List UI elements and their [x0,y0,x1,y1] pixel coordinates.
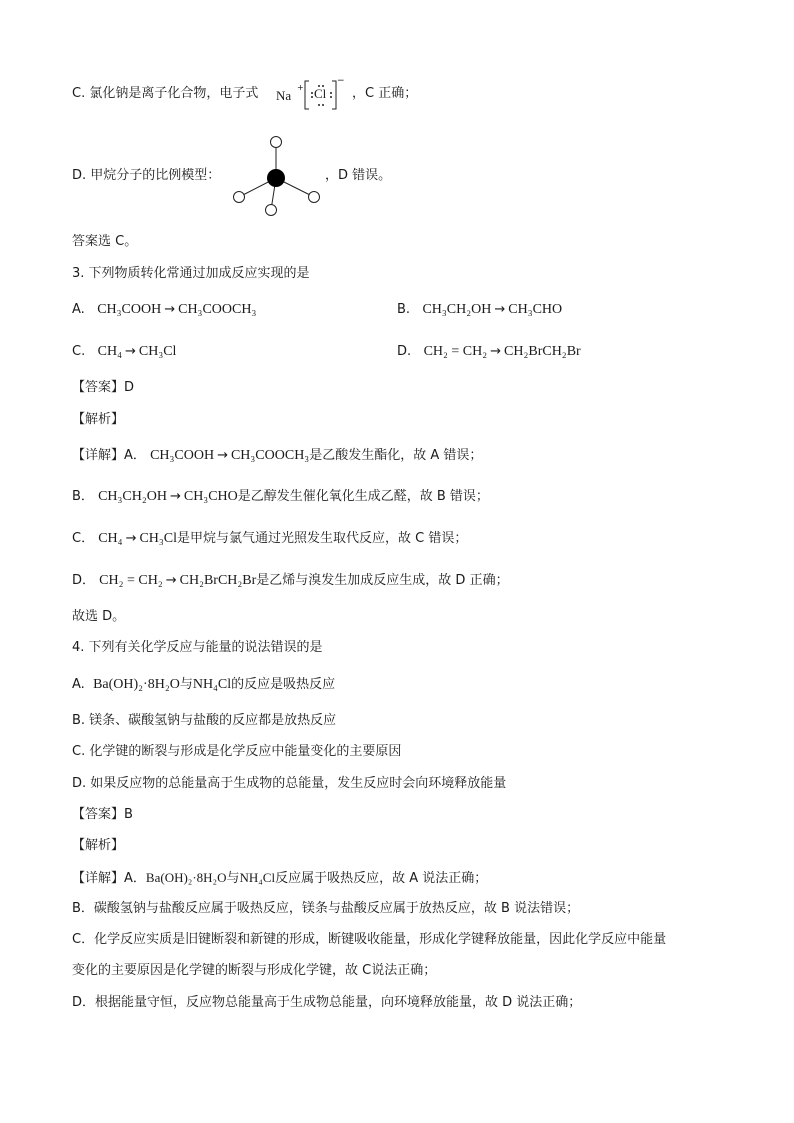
q4-analysis-tag: 【解析】 [72,838,125,853]
q3-detail-a: 【详解】A． CH₃COOH → CH₃COOCH₃是乙酸发生酯化，故 A 错误； [72,448,483,463]
item-c-text: C. 氯化钠是离子化合物，电子式 [72,86,259,101]
hydrogen-atom-top [271,137,282,148]
hydrogen-atom-left [234,192,245,203]
q3-answer: 【答案】D [72,380,135,395]
item-d-line: D. 甲烷分子的比例模型： [72,168,221,183]
cl-symbol: Cl [314,86,327,101]
carbon-atom [267,169,285,187]
q3-option-a: A. CH₃COOH → CH₃COOCH₃ [72,302,257,317]
q4-option-a: A. Ba(OH)₂·8H₂O与NH₄Cl的反应是吸热反应 [72,677,336,692]
na-symbol: Na [276,88,292,103]
hydrogen-atom-bottom [266,205,277,216]
hydrogen-atom-right [309,192,320,203]
q3-option-c: C. CH₄ → CH₃Cl [72,344,177,359]
na-charge: + [297,83,304,92]
q4-detail-d: D．根据能量守恒，反应物总能量高于生成物总能量，向环境释放能量，故 D 说法正确； [72,995,582,1010]
q3-detail-d: D． CH₂ = CH₂ → CH₂BrCH₂Br是乙烯与溴发生加成反应生成，故 D 正确； [72,573,509,588]
q3-option-d: D. CH₂ = CH₂ → CH₂BrCH₂Br [397,344,581,359]
q4-stem: 4. 下列有关化学反应与能量的说法错误的是 [72,640,323,655]
q4-option-c: C. 化学键的断裂与形成是化学反应中能量变化的主要原因 [72,744,402,759]
arrow-icon: → [494,302,506,317]
arrow-icon: → [164,302,176,317]
cl-charge: − [337,76,345,86]
q3-conclusion: 故选 D。 [72,609,126,624]
q3-detail-b: B． CH₃CH₂OH → CH₃CHO是乙醇发生催化氧化生成乙醛，故 B 错误； [72,489,489,504]
q4-detail-b: B．碳酸氢钠与盐酸反应属于吸热反应，镁条与盐酸反应属于放热反应，故 B 说法错误； [72,901,580,916]
answer-line: 答案选 C。 [72,234,138,249]
q3-stem: 3. 下列物质转化常通过加成反应实现的是 [72,266,310,281]
arrow-icon: → [124,344,136,359]
item-d-tail: ，D 错误。 [325,168,392,183]
item-c-tail: ，C 正确； [352,86,418,101]
nacl-electron-formula [276,78,348,112]
q3-analysis-tag: 【解析】 [72,412,125,427]
q4-detail-c1: C．化学反应实质是旧键断裂和新键的形成，断键吸收能量，形成化学键释放能量，因此化学反应中能量 [72,932,667,947]
q4-detail-a: 【详解】A．Ba(OH)₂·8H₂O与NH₄Cl反应属于吸热反应，故 A 说法正确； [72,870,488,886]
q4-detail-c2: 变化的主要原因是化学键的断裂与形成化学键，故 C说法正确； [72,963,437,978]
methane-ball-model [228,130,328,220]
q4-option-b: B. 镁条、碳酸氢钠与盐酸的反应都是放热反应 [72,713,337,728]
item-c-line [72,84,258,104]
q4-answer: 【答案】B [72,807,133,822]
arrow-icon: → [490,344,502,359]
q4-option-d: D. 如果反应物的总能量高于生成物的总能量，发生反应时会向环境释放能量 [72,776,507,791]
q3-option-b: B. CH₃CH₂OH → CH₃CHO [397,302,563,317]
q3-detail-c: C． CH₄ → CH₃Cl是甲烷与氯气通过光照发生取代反应，故 C 错误； [72,531,468,546]
